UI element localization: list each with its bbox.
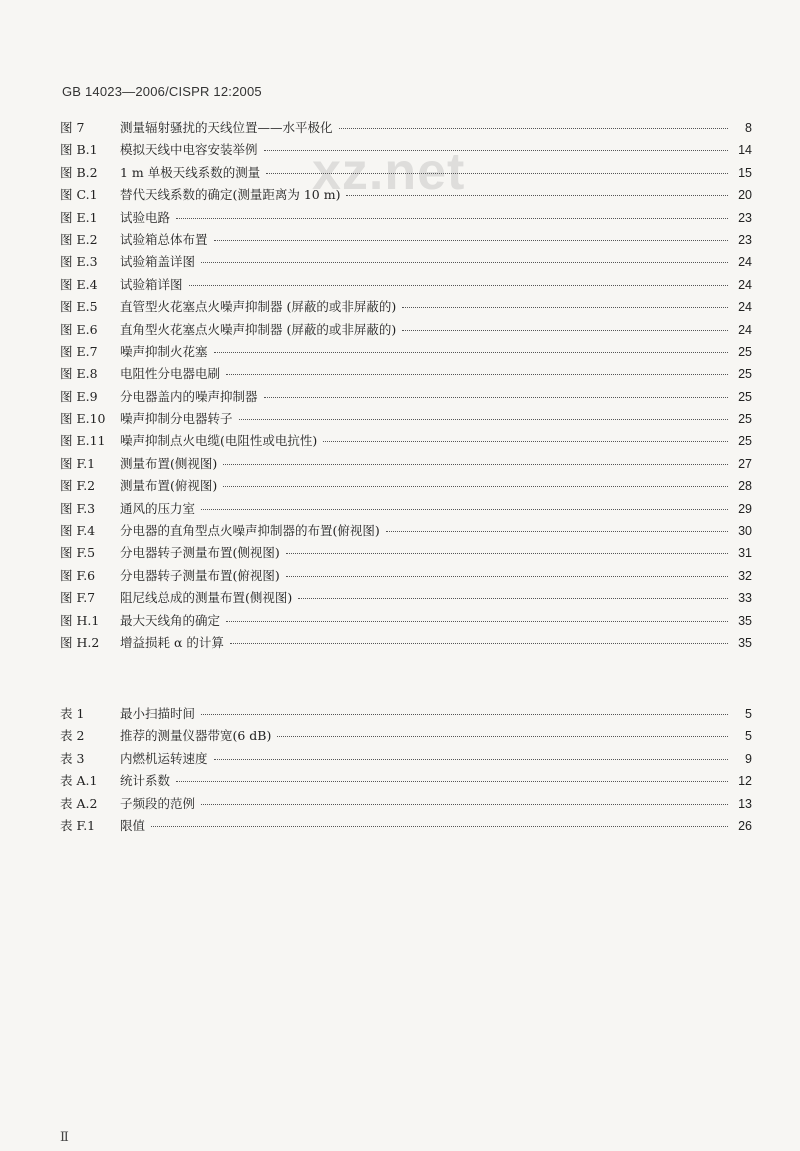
toc-entry-title: 噪声抑制火花塞 — [120, 343, 208, 359]
toc-entry-title: 直角型火花塞点火噪声抑制器 (屏蔽的或非屏蔽的) — [120, 321, 397, 337]
toc-entry — [60, 771, 752, 793]
toc-entry-page: 31 — [738, 546, 752, 561]
toc-entry-title: 试验箱详图 — [120, 276, 183, 292]
toc-entry-title: 统计系数 — [120, 773, 171, 789]
toc-entry-title: 子频段的范例 — [120, 795, 196, 811]
toc-entry — [60, 816, 752, 838]
toc-entry-page: 23 — [738, 210, 752, 225]
toc-entry-label: 图 E.3 — [60, 254, 98, 270]
toc-entry-page: 15 — [738, 165, 752, 180]
toc-entry — [60, 454, 752, 476]
toc-entry-page: 8 — [745, 121, 752, 135]
dot-leader — [298, 598, 728, 599]
toc-entry-title: 增益损耗 α 的计算 — [120, 634, 224, 650]
dot-leader — [176, 781, 728, 782]
toc-entry-page: 25 — [738, 434, 752, 449]
toc-entry-page: 12 — [738, 774, 752, 789]
toc-entry — [60, 794, 752, 816]
dot-leader — [214, 759, 728, 760]
toc-entry-title: 推荐的测量仪器带宽(6 dB) — [120, 728, 272, 744]
dot-leader — [402, 330, 728, 331]
dot-leader — [230, 643, 728, 644]
toc-entry-page: 14 — [738, 143, 752, 158]
toc-entry-title: 1 m 单极天线系数的测量 — [120, 164, 261, 180]
toc-entry — [60, 521, 752, 543]
toc-entry-page: 25 — [738, 367, 752, 382]
dot-leader — [323, 441, 728, 442]
toc-entry — [60, 566, 752, 588]
toc-entry-title: 电阻性分电器电刷 — [120, 366, 221, 382]
toc-entry-label: 图 E.5 — [60, 299, 98, 315]
toc-entry — [60, 297, 752, 319]
toc-entry — [60, 611, 752, 633]
toc-entry-page: 33 — [738, 591, 752, 606]
dot-leader — [214, 240, 728, 241]
toc-entry — [60, 140, 752, 162]
toc-entry-label: 图 E.1 — [60, 209, 98, 225]
toc-entry-label: 图 E.8 — [60, 366, 98, 382]
dot-leader — [176, 218, 728, 219]
toc-entry — [60, 726, 752, 748]
toc-entry-label: 图 E.4 — [60, 276, 98, 292]
toc-entry-page: 20 — [738, 188, 752, 203]
toc-entry — [60, 230, 752, 252]
toc-entry-title: 测量布置(俯视图) — [120, 478, 218, 494]
toc-entry — [60, 633, 752, 655]
toc-entry — [60, 275, 752, 297]
dot-leader — [286, 553, 728, 554]
toc-entry-page: 9 — [745, 751, 752, 766]
toc-entry-label: 图 C.1 — [60, 187, 98, 203]
toc-entry-label: 图 H.2 — [60, 634, 100, 650]
toc-entry — [60, 364, 752, 386]
toc-entry-title: 测量布置(侧视图) — [120, 455, 218, 471]
toc-entry-title: 内燃机运转速度 — [120, 750, 208, 766]
dot-leader — [201, 804, 728, 805]
toc-entry — [60, 431, 752, 453]
toc-entry — [60, 543, 752, 565]
toc-entry-page: 5 — [745, 729, 752, 744]
dot-leader — [201, 262, 728, 263]
dot-leader — [189, 285, 728, 286]
dot-leader — [386, 531, 728, 532]
toc-entry-page: 27 — [738, 456, 752, 471]
toc-entry-title: 噪声抑制分电器转子 — [120, 411, 233, 427]
dot-leader — [214, 352, 728, 353]
dot-leader — [201, 509, 728, 510]
toc-entry-title: 分电器盖内的噪声抑制器 — [120, 388, 258, 404]
watermark: xz.net — [312, 143, 466, 201]
toc-entry-title: 分电器转子测量布置(侧视图) — [120, 545, 280, 561]
toc-entry-label: 图 F.7 — [60, 590, 96, 606]
toc-entry-title: 模拟天线中电容安装举例 — [120, 142, 258, 158]
dot-leader — [286, 576, 728, 577]
toc-entry-label: 表 A.1 — [60, 773, 98, 789]
toc-entry — [60, 704, 752, 726]
toc-entry-label: 图 F.2 — [60, 478, 96, 494]
toc-entry-label: 图 E.10 — [60, 411, 106, 427]
figure-list — [60, 118, 752, 655]
toc-entry — [60, 252, 752, 274]
toc-entry — [60, 342, 752, 364]
toc-entry-title: 通风的压力室 — [120, 500, 196, 516]
document-header: GB 14023—2006/CISPR 12:2005 — [62, 84, 262, 99]
toc-entry-page: 24 — [738, 322, 752, 337]
toc-entry-label: 表 2 — [60, 728, 85, 744]
toc-entry-title: 试验箱总体布置 — [120, 231, 208, 247]
toc-entry-label: 图 E.7 — [60, 343, 98, 359]
toc-entry-title: 测量辐射骚扰的天线位置——水平极化 — [120, 120, 333, 135]
table-list — [60, 704, 752, 838]
toc-entry — [60, 118, 752, 140]
dot-leader — [223, 464, 728, 465]
toc-entry-page: 28 — [738, 479, 752, 494]
toc-entry-label: 图 B.1 — [60, 142, 98, 158]
toc-entry-title: 分电器的直角型点火噪声抑制器的布置(俯视图) — [120, 523, 380, 539]
toc-entry — [60, 185, 752, 207]
toc-entry — [60, 476, 752, 498]
toc-entry-label: 表 3 — [60, 750, 85, 766]
toc-entry-label: 表 1 — [60, 706, 85, 721]
toc-entry-label: 图 H.1 — [60, 612, 100, 628]
toc-entry-label: 表 A.2 — [60, 795, 98, 811]
toc-entry-page: 30 — [738, 524, 752, 539]
toc-entry-title: 分电器转子测量布置(俯视图) — [120, 567, 280, 583]
toc-entry-page: 24 — [738, 255, 752, 270]
toc-entry-label: 图 F.6 — [60, 567, 96, 583]
toc-entry-label: 图 7 — [60, 120, 85, 135]
toc-entry — [60, 163, 752, 185]
toc-entry-page: 25 — [738, 412, 752, 427]
toc-entry-title: 试验电路 — [120, 209, 171, 225]
toc-entry-page: 25 — [738, 389, 752, 404]
dot-leader — [264, 397, 728, 398]
toc-entry-page: 26 — [738, 818, 752, 833]
dot-leader — [402, 307, 728, 308]
toc-entry-label: 图 F.1 — [60, 455, 96, 471]
toc-entry-page: 25 — [738, 344, 752, 359]
toc-entry — [60, 387, 752, 409]
toc-entry-page: 35 — [738, 613, 752, 628]
dot-leader — [226, 621, 728, 622]
dot-leader — [239, 419, 728, 420]
toc-entry-label: 图 E.2 — [60, 231, 98, 247]
dot-leader — [264, 150, 728, 151]
toc-entry — [60, 409, 752, 431]
toc-entry-page: 24 — [738, 300, 752, 315]
toc-entry-title: 最大天线角的确定 — [120, 612, 221, 628]
toc-entry — [60, 749, 752, 771]
toc-entry — [60, 499, 752, 521]
toc-entry — [60, 588, 752, 610]
toc-entry-page: 29 — [738, 501, 752, 516]
page-number: Ⅱ — [60, 1130, 69, 1145]
toc-entry-label: 图 F.3 — [60, 500, 96, 516]
toc-entry-title: 替代天线系数的确定(测量距离为 10 m) — [120, 187, 341, 203]
toc-entry-title: 限值 — [120, 817, 146, 833]
dot-leader — [266, 173, 728, 174]
dot-leader — [226, 374, 728, 375]
toc-entry-page: 35 — [738, 635, 752, 650]
toc-entry-label: 表 F.1 — [60, 817, 96, 833]
dot-leader — [201, 714, 728, 715]
toc-entry-label: 图 E.11 — [60, 433, 106, 449]
dot-leader — [151, 826, 728, 827]
toc-entry-page: 32 — [738, 568, 752, 583]
toc-entry-label: 图 F.5 — [60, 545, 96, 561]
toc-entry-title: 噪声抑制点火电缆(电阻性或电抗性) — [120, 433, 318, 449]
toc-entry-page: 5 — [745, 707, 752, 721]
dot-leader — [346, 195, 728, 196]
toc-entry-title: 直管型火花塞点火噪声抑制器 (屏蔽的或非屏蔽的) — [120, 299, 397, 315]
toc-entry-page: 23 — [738, 232, 752, 247]
toc-entry-page: 24 — [738, 277, 752, 292]
toc-entry — [60, 208, 752, 230]
toc-entry-page: 13 — [738, 796, 752, 811]
toc-entry-title: 试验箱盖详图 — [120, 254, 196, 270]
toc-entry-label: 图 E.9 — [60, 388, 98, 404]
toc-entry-title: 最小扫描时间 — [120, 706, 196, 721]
dot-leader — [339, 128, 728, 129]
toc-entry-label: 图 F.4 — [60, 523, 96, 539]
toc-entry — [60, 320, 752, 342]
toc-entry-title: 阻尼线总成的测量布置(侧视图) — [120, 590, 293, 606]
dot-leader — [277, 736, 728, 737]
dot-leader — [223, 486, 728, 487]
toc-entry-label: 图 E.6 — [60, 321, 98, 337]
toc-entry-label: 图 B.2 — [60, 164, 98, 180]
